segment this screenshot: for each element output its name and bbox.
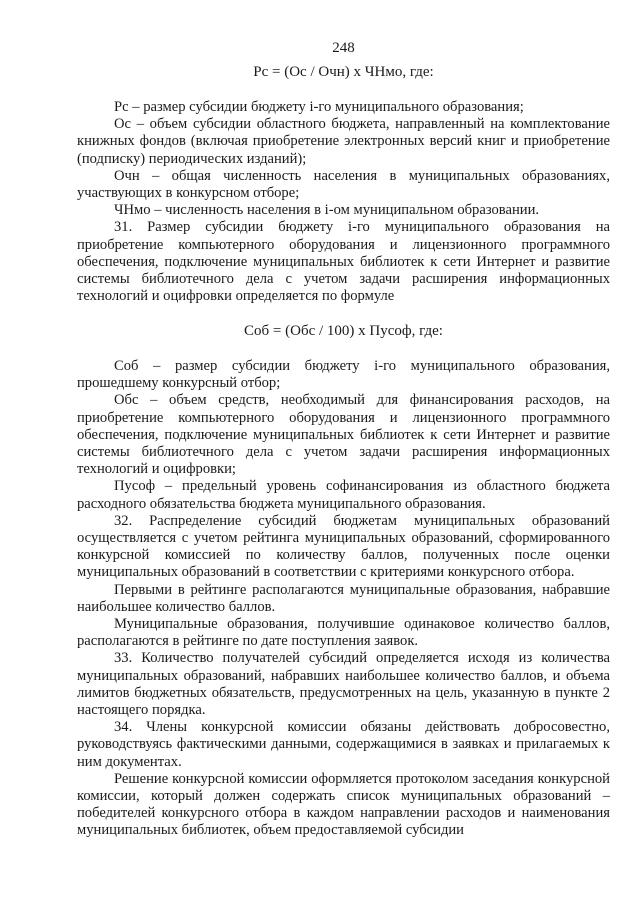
paragraph: Решение конкурсной комиссии оформляется протоколом заседания конкурсной комиссии, который должен содержать список муниципальных образований – победителей конкурсного отбора в каждом направлении расходов и наименования муниципальных библиотек, объем предоставляемой субсидии (77, 770, 610, 839)
paragraph: Муниципальные образования, получившие одинаковое количество баллов, располагаются в рейтинге по дате поступления заявок. (77, 616, 610, 650)
paragraph: Пусоф – предельный уровень софинансирования из областного бюджета расходного обязательства бюджета муниципального образования. (77, 478, 610, 512)
paragraph: Ос – объем субсидии областного бюджета, направленный на комплектование книжных фондов (включая приобретение электронных версий книг и приобретение (подписку) периодических изданий); (77, 116, 610, 167)
paragraph: 33. Количество получателей субсидий определяется исходя из количества муниципальных образований, набравших наибольшее количество баллов, и объема лимитов бюджетных обязательств, предусмотренных на цель, указанную в пункте 2 настоящего порядка. (77, 650, 610, 719)
paragraph: Обс – объем средств, необходимый для финансирования расходов, на приобретение компьютерного оборудования и лицензионного программного обеспечения, подключение муниципальных библиотек к сети Интернет и развитие системы библиотечного дела с учетом задачи расширения информационных технологий и оцифровки; (77, 392, 610, 478)
formula-subsidy-books: Рс = (Ос / Очн) х ЧНмо, где: (253, 64, 434, 80)
paragraph: ЧНмо – численность населения в i-ом муниципальном образовании. (114, 202, 540, 219)
paragraph: Первыми в рейтинге располагаются муниципальные образования, набравшие наибольшее количество баллов. (77, 581, 610, 615)
paragraph: 32. Распределение субсидий бюджетам муниципальных образований осуществляется с учетом рейтинга муниципальных образований, сформированного конкурсной комиссией по количеству баллов, полученных после оценки муниципальных образований в соответствии с критериями конкурсного отбора. (77, 512, 610, 581)
paragraph: 31. Размер субсидии бюджету i-го муниципального образования на приобретение компьютерного оборудования и лицензионного программного обеспечения, подключение муниципальных библиотек к сети Интернет и развитие системы библиотечного дела с учетом задачи расширения информационных технологий и оцифровки определяется по формуле (77, 219, 610, 305)
paragraph: Соб – размер субсидии бюджету i-го муниципального образования, прошедшему конкурсный отбор; (77, 358, 610, 392)
formula-subsidy-equipment: Соб = (Обс / 100) х Пусоф, где: (244, 323, 443, 339)
paragraph: Рс – размер субсидии бюджету i-го муниципального образования; (114, 99, 524, 115)
page-number: 248 (332, 40, 355, 56)
text-block-definitions-1 (77, 99, 610, 305)
paragraph: Очн – общая численность населения в муниципальных образованиях, участвующих в конкурсном отборе; (77, 167, 610, 202)
text-block-definitions-2 (77, 358, 610, 840)
paragraph: 34. Члены конкурсной комиссии обязаны действовать добросовестно, руководствуясь фактическими данными, содержащимися в заявках и прилагаемых к ним документах. (77, 719, 610, 770)
